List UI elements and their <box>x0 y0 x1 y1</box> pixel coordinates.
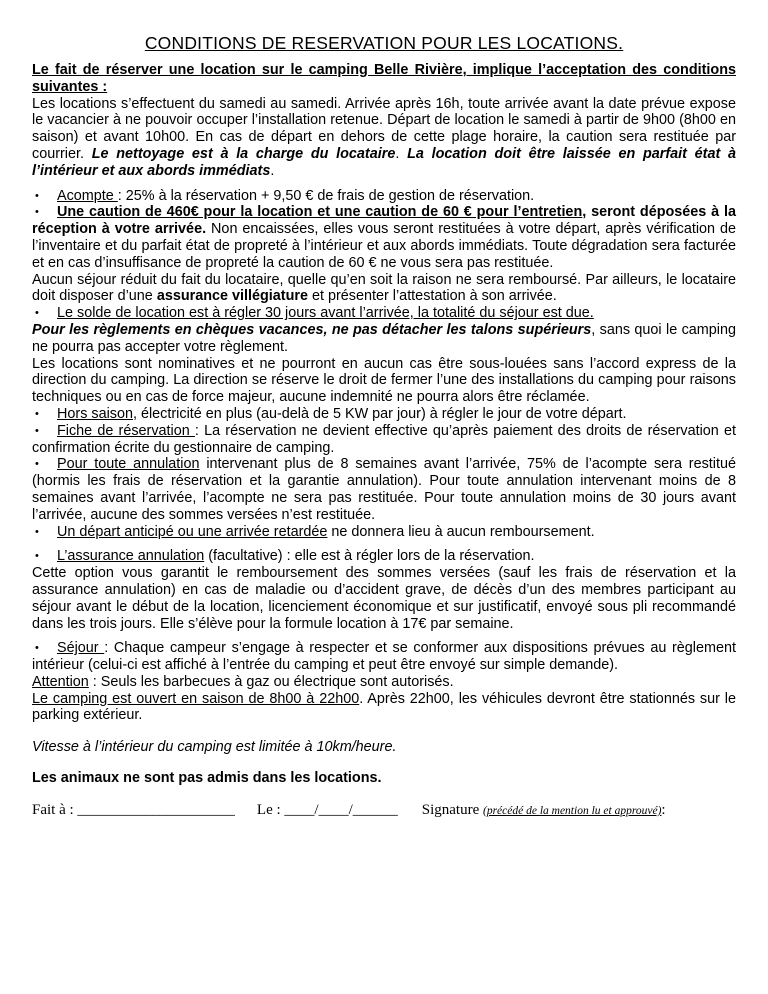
bullet-annulation <box>32 456 736 523</box>
sejour-reduit-end: et présenter l’attestation à son arrivée. <box>308 288 557 305</box>
sejour-label: Séjour <box>57 640 105 657</box>
bullet-assurance <box>32 548 736 565</box>
paragraph-cheques <box>32 322 736 356</box>
intro-heading: Le fait de réserver une location sur le camping Belle Rivière, implique l’acceptation des conditions suivantes : <box>32 62 736 95</box>
annulation-text: intervenant plus de 8 semaines avant l’arrivée, 75% de l’acompte sera restitué (hormis les frais de réservation et la garantie annulation). Pour toute annulation intervenant moins de 8 semaines avant l’arrivée, l’acompte ne sera pas restituée. Pour toute annulation moins de 30 jours avant l’arrivée, aucune des sommes versées n’est restituée. <box>32 456 736 523</box>
fiche-label: Fiche de réservation <box>57 422 195 439</box>
paragraph-ouvert <box>32 691 736 725</box>
bullet-sejour <box>32 640 736 674</box>
cheques-text: , sans quoi le camping ne pourra pas accepter votre règlement. <box>32 321 736 355</box>
attention-text: : Seuls les barbecues à gaz ou électrique sont autorisés. <box>88 673 454 690</box>
bullet-depart <box>32 524 736 541</box>
opening-hours: Le camping est ouvert en saison de 8h00 à 22h00 <box>32 690 360 707</box>
hors-saison-label: Hors saison <box>57 405 133 422</box>
bullet-icon: • <box>35 458 39 471</box>
cleaning-notice: Le nettoyage est à la charge du locataire <box>91 145 396 162</box>
assurance-label: L’assurance annulation <box>57 548 205 565</box>
document-title: CONDITIONS DE RESERVATION POUR LES LOCATIONS. <box>144 33 624 53</box>
paragraph-animaux: Les animaux ne sont pas admis dans les locations. <box>32 770 382 787</box>
depart-label: Un départ anticipé ou une arrivée retardée <box>57 523 328 540</box>
sejour-text: : Chaque campeur s’engage à respecter et se conformer aux dispositions prévues au règlement intérieur (celui-ci est affiché à l’entrée du camping et peut être envoyé sur simple demande). <box>32 640 736 674</box>
paragraph-option: Cette option vous garantit le remboursement des sommes versées (sauf les frais de réservation et la assurance annulation) en cas de maladie ou d’accident grave, de décès d’un des membres participant au séjour avant le début de la location, licenciement économique et sur justificatif, envoyé sous pli recommandé dans les trois jours. Elle s’élève pour la formule location à 17€ par semaine. <box>32 565 736 632</box>
bullet-caution <box>32 204 736 271</box>
paragraph-nominatives: Les locations sont nominatives et ne pourront en aucun cas être sous-louées sans l’accord express de la direction du camping. La direction se réserve le droit de fermer l’une des installations du camping pour raisons techniques ou en cas de force majeur, aucune indemnité ne pourra alors être réclamée. <box>32 355 736 406</box>
cheques-notice: Pour les règlements en chèques vacances, ne pas détacher les talons supérieurs <box>32 321 592 338</box>
paragraph-sejour-reduit <box>32 272 736 306</box>
bullet-icon: • <box>35 206 39 219</box>
paragraph-arrival-departure <box>32 96 736 180</box>
bullet-solde <box>32 305 736 322</box>
bullet-icon: • <box>35 642 39 655</box>
signature-colon: : <box>661 801 666 818</box>
bullet-fiche <box>32 423 736 457</box>
signature-line <box>32 801 736 820</box>
caution-deposit: , seront déposées à la réception à votre arrivée. <box>32 204 736 238</box>
acompte-label: Acompte <box>57 187 118 204</box>
condition-notice: La location doit être laissée en parfait état à l’intérieur et aux abords immédiats <box>32 145 736 179</box>
signature-label: Signature <box>421 801 483 818</box>
solde-text: Le solde de location est à régler 30 jours avant l’arrivée, la totalité du séjour est due. <box>57 305 594 322</box>
opening-text: . Après 22h00, les véhicules devront être stationnés sur le parking extérieur. <box>32 690 736 724</box>
bullet-icon: • <box>35 424 39 437</box>
fiche-text: : La réservation ne devient effective qu’après paiement des droits de réservation et confirmation écrite du gestionnaire de camping. <box>32 422 736 456</box>
fait-a-field: Fait à : _____________________ <box>32 801 235 818</box>
annulation-label: Pour toute annulation <box>57 456 200 473</box>
bullet-acompte <box>32 188 736 205</box>
arrival-text: Les locations s’effectuent du samedi au samedi. Arrivée après 16h, toute arrivée avant la date prévue expose le vacancier à ne pouvoir occuper l’installation retenue. Départ de location le samedi à partir de 9h00 (8h00 en saison) et avant 10h00. En cas de départ en dehors de cette plage horaire, la caution sera restituée par courrier. <box>32 95 736 162</box>
acompte-text: : 25% à la réservation + 9,50 € de frais de gestion de réservation. <box>117 187 535 204</box>
period: . <box>270 162 275 179</box>
signature-mention: (précédé de la mention lu et approuvé) <box>483 804 662 817</box>
date-field: Le : ____/____/______ <box>256 801 398 818</box>
bullet-hors-saison <box>32 406 736 423</box>
paragraph-vitesse: Vitesse à l’intérieur du camping est limitée à 10km/heure. <box>32 739 397 756</box>
caution-amounts: Une caution de 460€ pour la location et une caution de 60 € pour l’entretien <box>57 204 583 221</box>
assurance-villegiature: assurance villégiature <box>156 288 308 305</box>
document-page <box>32 32 736 820</box>
hors-saison-text: , électricité en plus (au-delà de 5 KW par jour) à régler le jour de votre départ. <box>132 405 627 422</box>
paragraph-attention <box>32 674 736 691</box>
caution-text: Non encaissées, elles vous seront restituées à votre départ, après vérification de l’inventaire et du parfait état de propreté à l’intérieur et aux abords immédiats. Toute dégradation sera facturée et en cas d’insuffisance de propreté la caution de 60 € ne vous sera pas restituée. <box>32 221 737 271</box>
separator: . <box>395 145 408 162</box>
attention-label: Attention <box>32 673 89 690</box>
depart-text: ne donnera lieu à aucun remboursement. <box>327 523 595 540</box>
sejour-reduit-text: Aucun séjour réduit du fait du locataire, quelle qu’en soit la raison ne sera remboursé. Par ailleurs, le locataire doit disposer d’une <box>32 271 736 305</box>
assurance-text: (facultative) : elle est à régler lors de la réservation. <box>204 548 535 565</box>
